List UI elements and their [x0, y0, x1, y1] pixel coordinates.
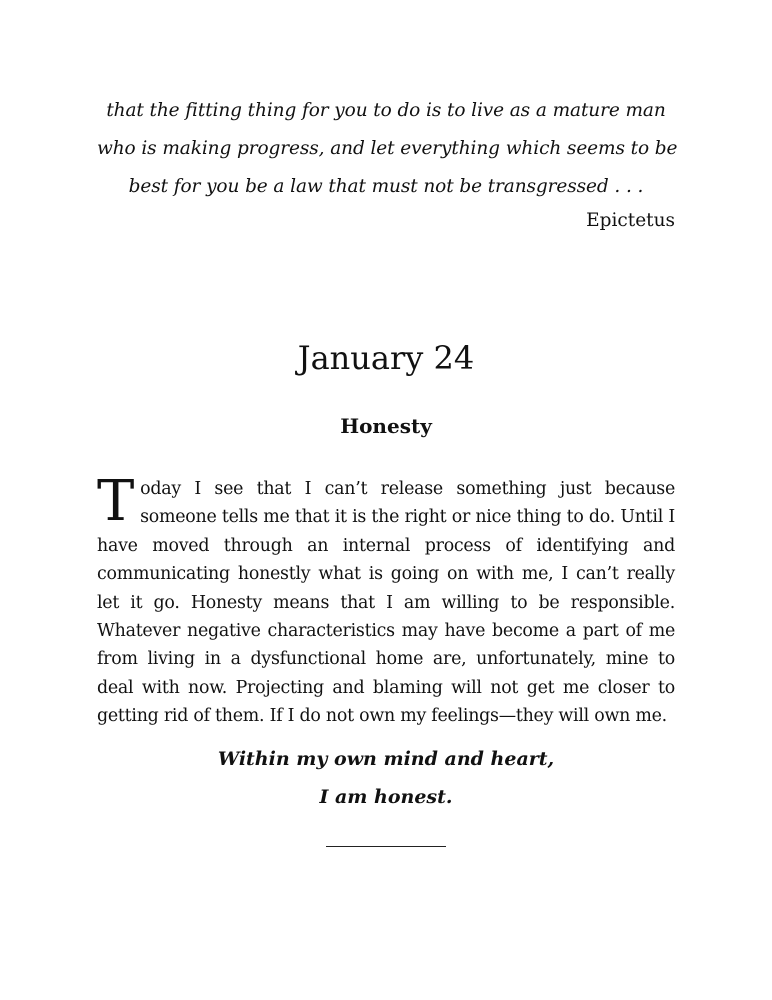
entry-date: January 24	[297, 339, 475, 377]
drop-cap: T	[97, 469, 135, 534]
quote-line: who is making progress, and let everything which seems to be	[97, 138, 678, 159]
quote-line: that the fitting thing for you to do is to live as a mature man	[106, 100, 666, 121]
section-divider	[326, 846, 446, 847]
quote-line: best for you be a law that must not be transgressed . . .	[128, 176, 644, 197]
entry-body-text: oday I see that I can’t release something just because someone tells me that it is the right or nice thing to do. Until I have moved through an internal process of identifying and communicating honestly what is going on with me, I can’t really let it go. Honesty means that I am willing to be responsible. Whatever negative characteristics may have become a part of me from living in a dysfunctional home are, unfortunately, mine to deal with now. Projecting and blaming will not get me closer to getting rid of them. If I do not own my feelings—they will own me.	[97, 479, 675, 727]
affirmation	[0, 740, 772, 816]
entry-title: Honesty	[340, 414, 432, 438]
affirmation-line: Within my own mind and heart,	[217, 748, 555, 770]
quote-attribution: Epictetus	[586, 210, 675, 231]
affirmation-line: I am honest.	[319, 786, 453, 808]
epigraph-quote	[97, 92, 678, 206]
entry-body	[97, 469, 675, 731]
